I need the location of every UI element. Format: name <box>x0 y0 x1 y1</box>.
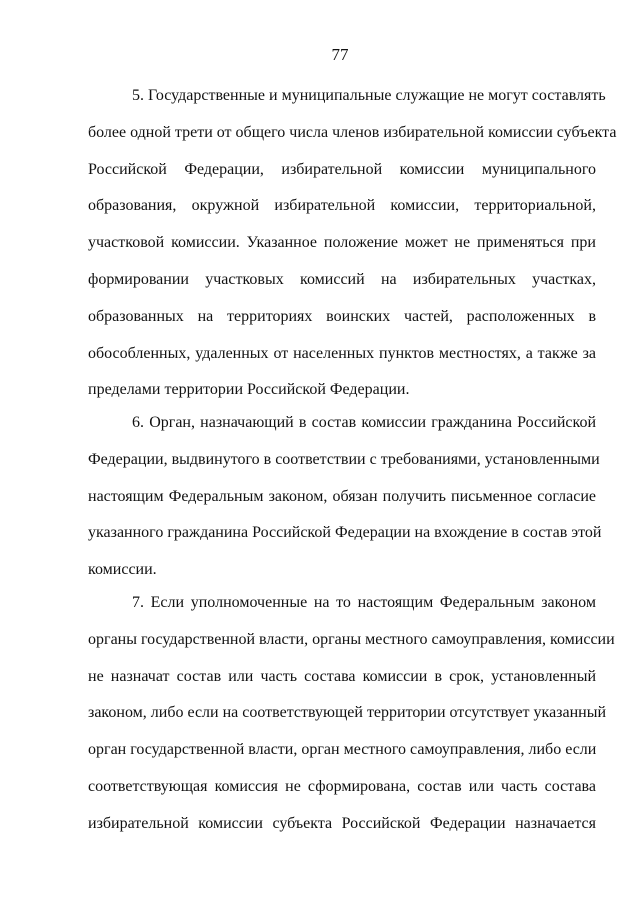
paragraph-6 <box>88 405 602 589</box>
text-line: указанного гражданина Российской Федерации на вхождение в состав этой <box>88 524 602 542</box>
text-line: настоящим Федеральным законом, обязан получить письменное согласие <box>88 487 596 505</box>
paragraph-7 <box>88 585 615 843</box>
text-line: орган государственной власти, орган местного самоуправления, либо если <box>88 741 597 759</box>
page-number: 77 <box>331 45 349 64</box>
text-line: участковой комиссии. Указанное положение может не применяться при <box>88 234 596 252</box>
text-line: пределами территории Российской Федерации. <box>88 381 410 399</box>
text-line: не назначат состав или часть состава комиссии в срок, установленный <box>88 667 596 685</box>
text-line: обособленных, удаленных от населенных пунктов местностях, а также за <box>88 344 596 362</box>
text-line: законом, либо если на соответствующей территории отсутствует указанный <box>88 704 607 722</box>
text-line: соответствующая комиссия не сформирована, состав или часть состава <box>88 777 596 795</box>
text-line: формировании участковых комиссий на избирательных участках, <box>88 270 596 288</box>
text-line: 6. Орган, назначающий в состав комиссии гражданина Российской <box>132 414 596 431</box>
text-line: комиссии. <box>88 561 157 579</box>
paragraph-5 <box>88 78 617 409</box>
text-line: 5. Государственные и муниципальные служащие не могут составлять <box>132 87 606 104</box>
text-line: образованных на территориях воинских частей, расположенных в <box>88 307 596 325</box>
text-line: органы государственной власти, органы местного самоуправления, комиссии <box>88 630 615 648</box>
text-line: избирательной комиссии субъекта Российской Федерации назначается <box>88 814 596 832</box>
text-line: Российской Федерации, избирательной комиссии муниципального <box>88 160 596 178</box>
text-line: 7. Если уполномоченные на то настоящим Федеральным законом <box>132 594 596 611</box>
text-line: Федерации, выдвинутого в соответствии с требованиями, установленными <box>88 450 600 468</box>
text-line: более одной трети от общего числа членов избирательной комиссии субъекта <box>88 123 617 141</box>
text-line: образования, окружной избирательной комиссии, территориальной, <box>88 197 596 215</box>
